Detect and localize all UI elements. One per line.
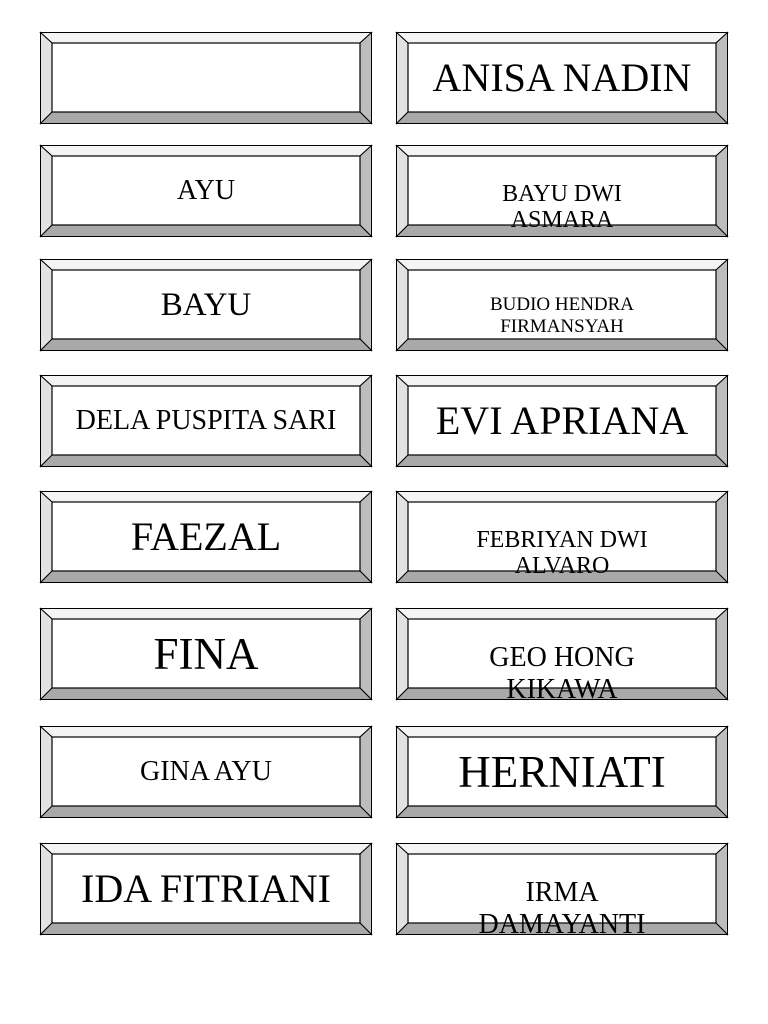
- bevel-right: [716, 33, 728, 124]
- name-plate: [40, 145, 372, 237]
- bevel-right: [360, 727, 372, 818]
- bevel-right: [716, 609, 728, 700]
- plate-name-line: DAMAYANTI: [478, 909, 646, 940]
- bevel-left: [41, 376, 53, 467]
- bevel-left: [41, 609, 53, 700]
- bevel-left: [397, 376, 409, 467]
- bevel-top: [397, 492, 728, 503]
- plate-name-line: FINA: [153, 628, 259, 679]
- name-plate: [40, 32, 372, 124]
- bevel-left: [41, 146, 53, 237]
- bevel-left: [397, 492, 409, 583]
- name-plate: [396, 32, 728, 124]
- name-plate: [40, 608, 372, 700]
- bevel-left: [41, 33, 53, 124]
- bevel-top: [397, 260, 728, 271]
- bevel-bottom: [41, 112, 372, 124]
- plate-name-line: GEO HONG: [489, 642, 635, 673]
- bevel-bottom: [397, 455, 728, 467]
- plate-text: [409, 387, 715, 454]
- name-plate: [40, 726, 372, 818]
- bevel-right: [716, 492, 728, 583]
- bevel-top: [41, 492, 372, 503]
- plate-text: [53, 620, 359, 687]
- plate-text: [53, 503, 359, 570]
- bevel-right: [716, 376, 728, 467]
- bevel-top: [41, 376, 372, 387]
- bevel-bottom: [41, 923, 372, 935]
- name-plate: [40, 491, 372, 583]
- bevel-bottom: [397, 806, 728, 818]
- plate-name-line: HERNIATI: [458, 746, 666, 797]
- name-plate: [396, 843, 728, 940]
- bevel-top: [397, 376, 728, 387]
- name-plate: [396, 608, 728, 705]
- plate-name-line: DELA PUSPITA SARI: [75, 404, 337, 436]
- plate-name-line: ANISA NADIN: [432, 54, 692, 100]
- bevel-top: [397, 33, 728, 44]
- name-plate: [396, 726, 728, 818]
- plate-text: [53, 271, 359, 338]
- bevel-top: [41, 33, 372, 44]
- plate-text: [53, 157, 359, 224]
- bevel-top: [41, 844, 372, 855]
- name-plate: [396, 259, 728, 351]
- bevel-bottom: [41, 806, 372, 818]
- bevel-right: [716, 260, 728, 351]
- bevel-right: [716, 844, 728, 935]
- bevel-right: [716, 146, 728, 237]
- plate-name-line: BAYU: [160, 286, 252, 323]
- bevel-top: [397, 727, 728, 738]
- bevel-right: [360, 260, 372, 351]
- plate-name-line: FAEZAL: [130, 513, 282, 559]
- plate-name-line: ALVARO: [514, 553, 610, 579]
- bevel-left: [397, 33, 409, 124]
- plate-name-line: EVI APRIANA: [435, 397, 689, 443]
- plate-text: [53, 44, 359, 111]
- plate-text: [53, 738, 359, 805]
- bevel-bottom: [41, 225, 372, 237]
- bevel-top: [41, 727, 372, 738]
- plate-text: [409, 157, 715, 233]
- bevel-right: [716, 727, 728, 818]
- plate-text: [409, 738, 715, 805]
- plate-name-line: BUDIO HENDRA: [489, 294, 635, 315]
- name-plate: [396, 375, 728, 467]
- plate-name-line: AYU: [176, 174, 236, 206]
- plate-text: [409, 271, 715, 338]
- name-plate: [40, 375, 372, 467]
- bevel-left: [41, 727, 53, 818]
- bevel-right: [360, 492, 372, 583]
- bevel-top: [397, 146, 728, 157]
- bevel-top: [41, 260, 372, 271]
- plate-text: [409, 44, 715, 111]
- bevel-bottom: [397, 112, 728, 124]
- bevel-left: [397, 727, 409, 818]
- bevel-right: [360, 609, 372, 700]
- bevel-left: [397, 844, 409, 935]
- name-plate: [40, 259, 372, 351]
- plate-text: [409, 503, 715, 579]
- plate-text: [409, 855, 715, 940]
- bevel-top: [397, 844, 728, 855]
- plate-name-line: IRMA: [525, 877, 599, 908]
- plate-name-line: FIRMANSYAH: [500, 316, 624, 337]
- bevel-left: [41, 260, 53, 351]
- bevel-left: [397, 146, 409, 237]
- bevel-right: [360, 33, 372, 124]
- name-plate: [40, 843, 372, 935]
- plate-text: [409, 620, 715, 705]
- plate-name-line: IDA FITRIANI: [81, 865, 331, 911]
- plate-text: [53, 387, 359, 454]
- bevel-left: [397, 609, 409, 700]
- bevel-bottom: [41, 455, 372, 467]
- plate-text: [53, 855, 359, 922]
- name-plate: [396, 145, 728, 237]
- bevel-left: [41, 844, 53, 935]
- plate-name-line: KIKAWA: [506, 674, 618, 705]
- plate-name-line: ASMARA: [510, 207, 614, 233]
- bevel-right: [360, 844, 372, 935]
- name-plate: [396, 491, 728, 583]
- bevel-bottom: [41, 688, 372, 700]
- plate-name-line: BAYU DWI: [502, 181, 622, 207]
- bevel-bottom: [397, 339, 728, 351]
- bevel-top: [41, 609, 372, 620]
- bevel-top: [397, 609, 728, 620]
- bevel-right: [360, 146, 372, 237]
- bevel-top: [41, 146, 372, 157]
- bevel-left: [397, 260, 409, 351]
- bevel-bottom: [41, 571, 372, 583]
- bevel-left: [41, 492, 53, 583]
- bevel-right: [360, 376, 372, 467]
- plate-name-line: GINA AYU: [140, 755, 272, 787]
- plate-name-line: FEBRIYAN DWI: [476, 527, 648, 553]
- bevel-bottom: [41, 339, 372, 351]
